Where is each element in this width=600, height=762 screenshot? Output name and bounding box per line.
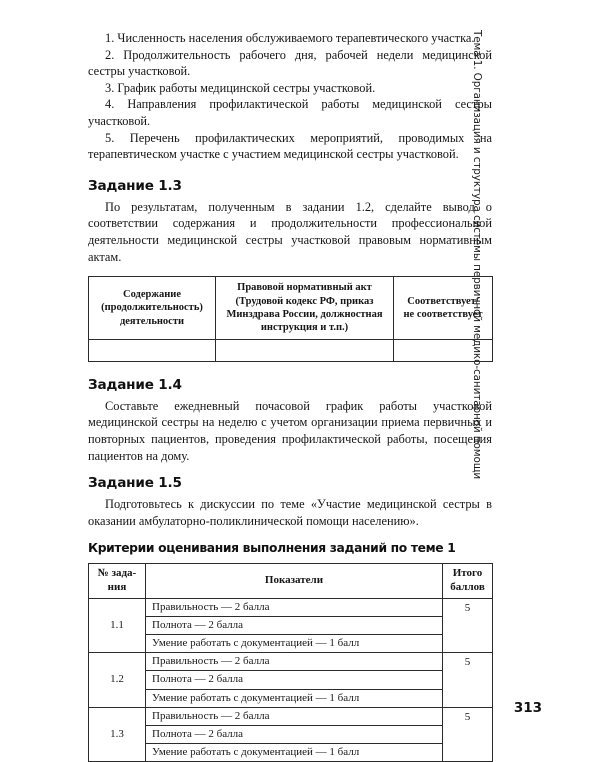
task-body-1-4: Составьте ежедневный почасовой график работы участковой медицинской сестры на неделю с учетом организации приема первичных и повторных пациентов, проведения профилактической работы, посещения пациентов на дому. xyxy=(88,398,492,463)
task-body-1-3: По результатам, полученным в задании 1.2, сделайте вывод о соответствии содержания и продолжительности профессиональной деятельности медицинской сестры участковой правовым нормативным актам. xyxy=(88,199,492,264)
cell-indicator: Полнота — 2 балла xyxy=(146,725,443,743)
spacer xyxy=(88,556,492,563)
column-header-indicators xyxy=(146,564,443,598)
cell-task-number: 1.2 xyxy=(89,653,146,708)
list-item: 2. Продолжительность рабочего дня, рабочей недели медицинской сестры участковой. xyxy=(88,47,492,79)
cell-indicator: Правильность — 2 балла xyxy=(146,707,443,725)
header-line: деятельности xyxy=(119,315,185,327)
cell-content xyxy=(89,339,216,361)
table-row xyxy=(89,725,493,743)
header-line: Показатели xyxy=(264,574,324,587)
cell-legal-act xyxy=(216,339,394,361)
cell-indicator: Умение работать с документацией — 1 балл xyxy=(146,689,443,707)
header-line: Итого xyxy=(452,567,483,580)
header-line: Соответствует/ xyxy=(407,295,479,307)
cell-indicator: Умение работать с документацией — 1 балл xyxy=(146,634,443,652)
page-number: 313 xyxy=(513,700,542,716)
cell-total-points: 5 xyxy=(443,707,493,762)
table-row xyxy=(89,744,493,762)
spacer xyxy=(88,265,492,276)
header-line: баллов xyxy=(450,580,485,593)
header-line: ния xyxy=(107,580,127,593)
cell-task-number: 1.1 xyxy=(89,598,146,653)
spacer xyxy=(88,362,492,377)
cell-indicator: Полнота — 2 балла xyxy=(146,616,443,634)
task-body-1-5: Подготовьтесь к дискуссии по теме «Участие медицинской сестры в оказании амбулаторно-поликлинической помощи населению». xyxy=(88,497,492,528)
header-line: инструкция и т.п.) xyxy=(260,322,349,334)
table-row xyxy=(89,653,493,671)
cell-indicator: Правильность — 2 балла xyxy=(146,598,443,616)
header-line: (продолжительность) xyxy=(101,302,203,314)
header-line: № зада- xyxy=(97,567,137,580)
table-header-row xyxy=(89,277,493,340)
spacer xyxy=(88,529,492,540)
column-header-compliance xyxy=(394,277,493,340)
header-line: (Трудовой кодекс РФ, приказ xyxy=(235,295,374,307)
page-content xyxy=(88,30,492,762)
column-header-legal-act xyxy=(216,277,394,340)
cell-task-number: 1.3 xyxy=(89,707,146,762)
task-heading-1-3: Задание 1.3 xyxy=(88,177,182,194)
column-header-content xyxy=(89,277,216,340)
table-row xyxy=(89,671,493,689)
column-header-total-points xyxy=(443,564,493,598)
column-header-task-number xyxy=(89,564,146,598)
table-row xyxy=(89,707,493,725)
task-heading-1-5: Задание 1.5 xyxy=(88,475,182,492)
spacer xyxy=(88,163,492,178)
list-item: 4. Направления профилактической работы медицинской сестры участковой. xyxy=(88,97,492,128)
header-line: Правовой нормативный акт xyxy=(237,282,372,294)
cell-compliance xyxy=(394,339,493,361)
table-row xyxy=(89,598,493,616)
list-item: 5. Перечень профилактических мероприятий, проводимых на терапевтическом участке с участием медицинской сестры участковой. xyxy=(88,130,492,162)
cell-indicator: Умение работать с документацией — 1 балл xyxy=(146,744,443,762)
cell-indicator: Правильность — 2 балла xyxy=(146,653,443,671)
criteria-heading: Критерии оценивания выполнения заданий по теме 1 xyxy=(88,541,456,556)
compliance-table xyxy=(88,276,493,362)
table-row xyxy=(89,634,493,652)
cell-total-points: 5 xyxy=(443,598,493,653)
header-line: Минздрава России, должностная xyxy=(226,308,383,320)
list-item: 3. График работы медицинской сестры участковой. xyxy=(105,80,376,95)
table-header-row xyxy=(89,564,493,598)
list-item: 1. Численность населения обслуживаемого терапевтического участка. xyxy=(105,31,475,45)
cell-total-points: 5 xyxy=(443,653,493,708)
criteria-table xyxy=(88,563,493,762)
cell-indicator: Полнота — 2 балла xyxy=(146,671,443,689)
table-row xyxy=(89,616,493,634)
spacer xyxy=(88,464,492,475)
table-row xyxy=(89,689,493,707)
running-head-vertical: Тема 1. Организация и структура системы первичной медико-санитарной помощи xyxy=(471,30,483,480)
table-row xyxy=(89,339,493,361)
task-heading-1-4: Задание 1.4 xyxy=(88,376,182,393)
header-line: Содержание xyxy=(123,288,181,300)
header-line: не соответствует xyxy=(403,308,483,320)
